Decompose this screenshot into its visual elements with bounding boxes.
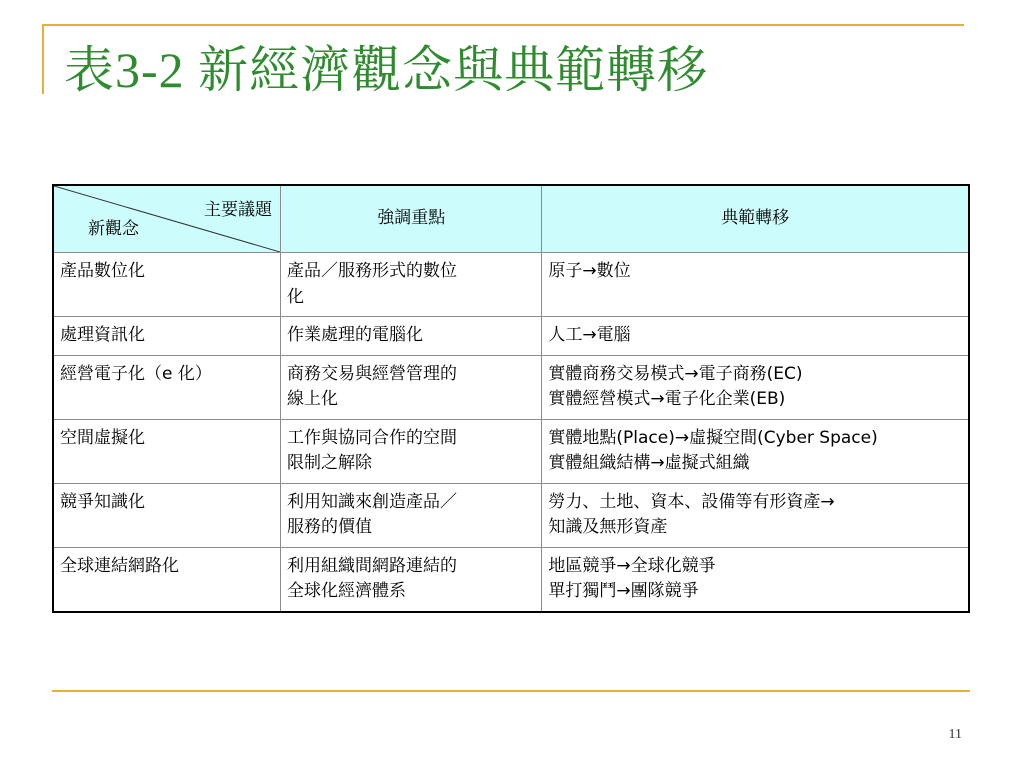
paradigm-cell: 人工→電腦 <box>542 317 969 356</box>
emphasis-cell: 產品／服務形式的數位 化 <box>281 253 542 317</box>
table-row <box>53 483 969 547</box>
table-row <box>53 355 969 419</box>
emphasis-cell: 商務交易與經營管理的 線上化 <box>281 355 542 419</box>
corner-header-cell <box>53 185 281 253</box>
table-row <box>53 253 969 317</box>
table-row <box>53 419 969 483</box>
paradigm-cell: 實體商務交易模式→電子商務(EC) 實體經營模式→電子化企業(EB) <box>542 355 969 419</box>
emphasis-cell: 工作與協同合作的空間 限制之解除 <box>281 419 542 483</box>
concept-cell: 處理資訊化 <box>53 317 281 356</box>
paradigm-cell: 原子→數位 <box>542 253 969 317</box>
emphasis-cell: 利用知識來創造產品／ 服務的價值 <box>281 483 542 547</box>
table-header-row <box>53 185 969 253</box>
table-row <box>53 547 969 612</box>
frame-bottom-line <box>52 690 970 692</box>
header-paradigm: 典範轉移 <box>542 185 969 253</box>
paradigm-cell: 地區競爭→全球化競爭 單打獨鬥→團隊競爭 <box>542 547 969 612</box>
frame-top-line <box>42 24 964 26</box>
concept-table <box>52 184 970 613</box>
concept-cell: 空間虛擬化 <box>53 419 281 483</box>
header-emphasis: 強調重點 <box>281 185 542 253</box>
concept-cell: 全球連結網路化 <box>53 547 281 612</box>
table-row <box>53 317 969 356</box>
concept-cell: 產品數位化 <box>53 253 281 317</box>
corner-label-concept: 新觀念 <box>88 218 139 239</box>
paradigm-cell: 實體地點(Place)→虛擬空間(Cyber Space) 實體組織結構→虛擬式組織 <box>542 419 969 483</box>
frame-left-line <box>42 24 44 94</box>
concept-cell: 競爭知識化 <box>53 483 281 547</box>
paradigm-cell: 勞力、土地、資本、設備等有形資產→ 知識及無形資產 <box>542 483 969 547</box>
emphasis-cell: 利用組織間網路連結的 全球化經濟體系 <box>281 547 542 612</box>
concept-cell: 經營電子化（e 化） <box>53 355 281 419</box>
emphasis-cell: 作業處理的電腦化 <box>281 317 542 356</box>
page-number: 11 <box>948 727 962 742</box>
slide-title: 表3-2 新經濟觀念與典範轉移 <box>64 42 709 98</box>
corner-label-topic: 主要議題 <box>204 200 273 220</box>
